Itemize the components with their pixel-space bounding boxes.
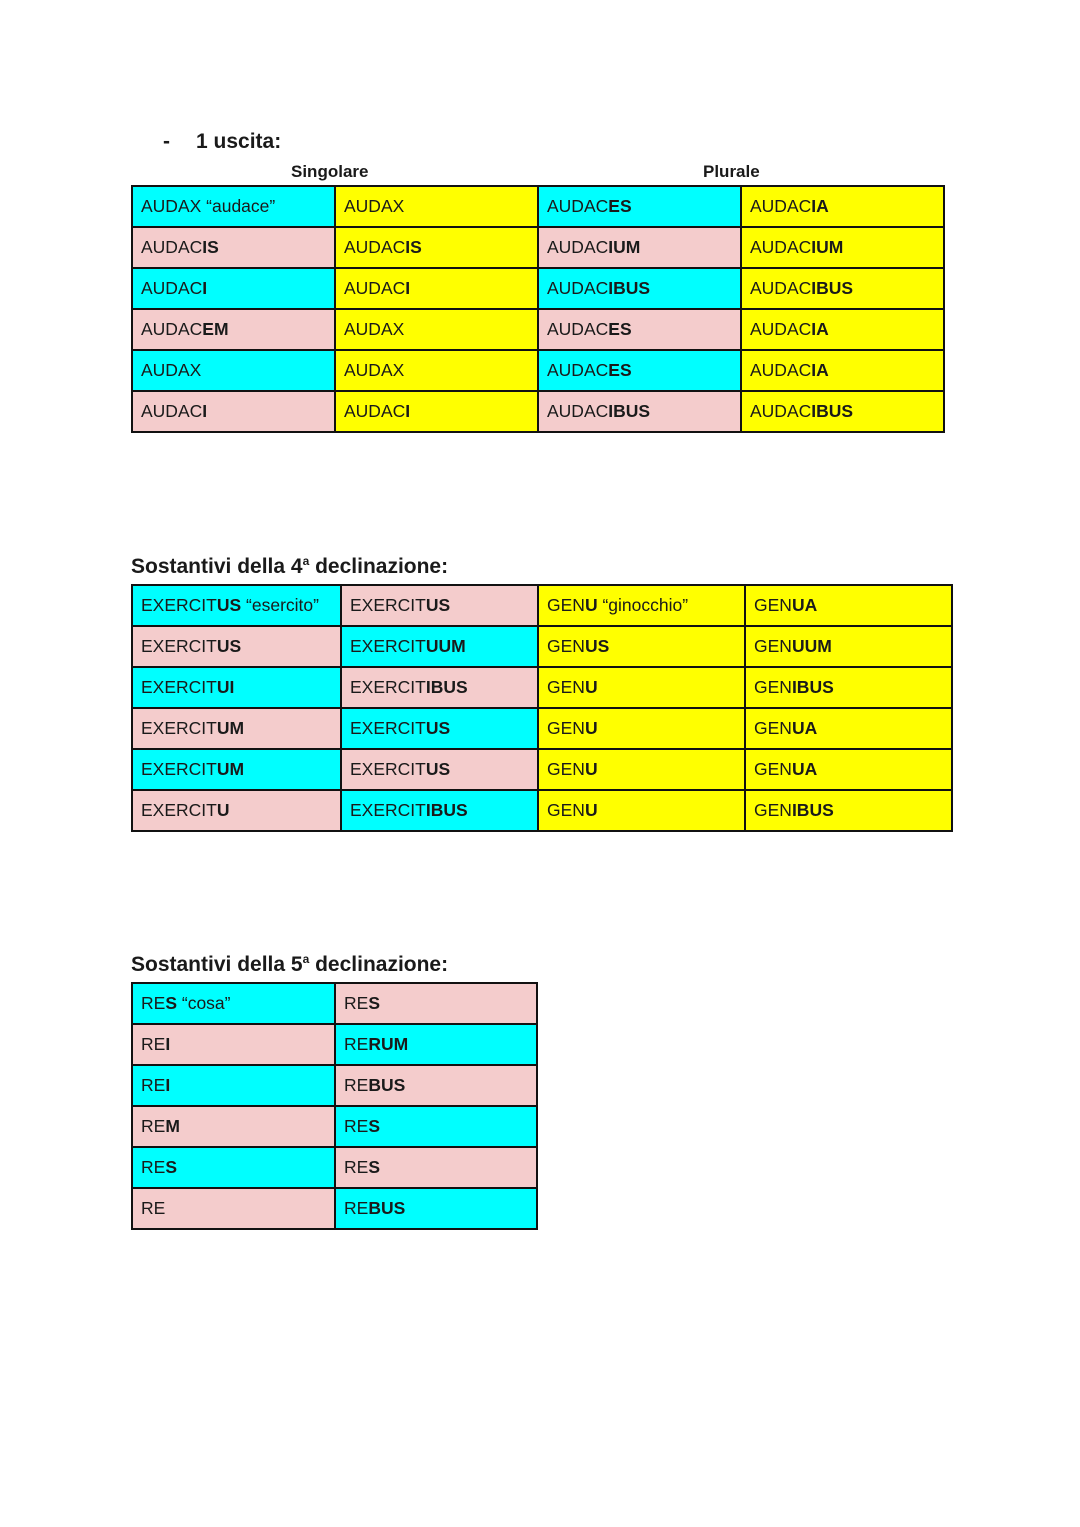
table-row	[132, 667, 952, 708]
word-stem: RE	[141, 993, 166, 1013]
word-ending: I	[202, 278, 208, 298]
table-cell	[341, 708, 538, 749]
word-stem: GEN	[754, 800, 792, 820]
table-cell	[132, 585, 341, 626]
bullet-dash: -	[163, 130, 170, 153]
word-ending: IA	[811, 319, 829, 339]
word-ending: S	[368, 993, 380, 1013]
section-2-title-sup: a	[302, 554, 310, 568]
word-ending: M	[165, 1116, 180, 1136]
word-stem: RE	[344, 1198, 369, 1218]
word-ending: IUM	[608, 237, 641, 257]
table-cell	[745, 667, 952, 708]
table-cell	[538, 585, 745, 626]
word-stem: AUDAC	[750, 196, 812, 216]
word-ending: IBUS	[425, 800, 468, 820]
word-stem: RE	[344, 1075, 369, 1095]
word-stem: EXERCIT	[350, 595, 426, 615]
table-cell	[538, 708, 745, 749]
table-cell	[132, 1147, 335, 1188]
declension-table-audax	[131, 185, 945, 433]
word-ending: S	[368, 1116, 380, 1136]
table-cell	[335, 1147, 537, 1188]
word-stem: GEN	[547, 677, 585, 697]
word-stem: AUDAC	[547, 401, 609, 421]
section-1-title-text: 1 uscita:	[196, 130, 282, 153]
table-cell	[538, 749, 745, 790]
table-cell	[132, 1024, 335, 1065]
word-stem: AUDAC	[750, 278, 812, 298]
word-stem: EXERCIT	[141, 800, 217, 820]
word-ending: U	[584, 759, 598, 779]
table-cell	[132, 626, 341, 667]
table-cell	[741, 350, 944, 391]
word-stem: AUDAX	[344, 319, 405, 339]
word-ending: U	[216, 800, 230, 820]
table-row	[132, 186, 944, 227]
word-ending: US	[216, 636, 242, 656]
word-ending: US	[584, 636, 610, 656]
header-singular: Singolare	[291, 162, 369, 181]
word-stem: EXERCIT	[141, 759, 217, 779]
word-ending: S	[165, 1157, 177, 1177]
table-row	[132, 790, 952, 831]
table-cell	[538, 350, 741, 391]
declension-table-5th	[131, 982, 538, 1230]
word-ending: US	[425, 759, 451, 779]
table-cell	[341, 585, 538, 626]
word-stem: GEN	[754, 677, 792, 697]
word-stem: RE	[344, 1116, 369, 1136]
table-cell	[745, 626, 952, 667]
word-stem: AUDAX	[141, 360, 202, 380]
word-stem: AUDAX	[344, 196, 405, 216]
word-ending: I	[405, 278, 411, 298]
word-stem: RE	[141, 1157, 166, 1177]
table-cell	[132, 749, 341, 790]
table-row	[132, 350, 944, 391]
section-2-title-text: Sostantivi della 4	[131, 555, 303, 578]
word-stem: GEN	[754, 718, 792, 738]
word-ending: IS	[202, 237, 219, 257]
table-cell	[741, 186, 944, 227]
section-3-title-sup: a	[302, 952, 310, 966]
word-translation: “cosa”	[177, 993, 231, 1013]
word-translation: “audace”	[201, 196, 276, 216]
word-ending: BUS	[368, 1198, 406, 1218]
word-stem: AUDAC	[547, 319, 609, 339]
table-cell	[132, 1065, 335, 1106]
word-stem: RE	[141, 1116, 166, 1136]
word-ending: UI	[216, 677, 235, 697]
word-ending: US	[425, 595, 451, 615]
table-cell	[132, 1188, 335, 1229]
word-stem: AUDAC	[750, 319, 812, 339]
table-cell	[132, 309, 335, 350]
word-ending: UUM	[425, 636, 466, 656]
table-cell	[538, 268, 741, 309]
table-row	[132, 626, 952, 667]
word-ending: U	[584, 718, 598, 738]
table-row	[132, 1106, 537, 1147]
word-stem: AUDAC	[547, 196, 609, 216]
word-stem: GEN	[754, 759, 792, 779]
table-cell	[132, 186, 335, 227]
word-stem: AUDAC	[547, 237, 609, 257]
table-cell	[741, 268, 944, 309]
word-stem: AUDAC	[344, 237, 406, 257]
table-cell	[745, 585, 952, 626]
word-ending: I	[202, 401, 208, 421]
table-row	[132, 309, 944, 350]
table-cell	[741, 227, 944, 268]
table-cell	[132, 708, 341, 749]
word-ending: I	[165, 1034, 171, 1054]
word-stem: AUDAC	[547, 360, 609, 380]
table-cell	[538, 186, 741, 227]
word-stem: GEN	[547, 595, 585, 615]
word-stem: EXERCIT	[350, 718, 426, 738]
word-ending: IBUS	[791, 677, 834, 697]
word-ending: ES	[608, 319, 632, 339]
word-ending: U	[584, 800, 598, 820]
word-ending: I	[165, 1075, 171, 1095]
table-cell	[132, 268, 335, 309]
word-stem: EXERCIT	[141, 677, 217, 697]
word-stem: AUDAX	[141, 196, 202, 216]
word-ending: UA	[791, 718, 818, 738]
table-cell	[341, 626, 538, 667]
declension-table-4th	[131, 584, 953, 832]
table-cell	[335, 1106, 537, 1147]
word-ending: US	[425, 718, 451, 738]
table-cell	[335, 350, 538, 391]
section-2-title	[131, 554, 448, 579]
word-stem: AUDAC	[141, 237, 203, 257]
word-stem: AUDAC	[141, 401, 203, 421]
table-cell	[538, 626, 745, 667]
table-cell	[741, 391, 944, 432]
word-stem: AUDAC	[750, 360, 812, 380]
word-ending: UM	[216, 718, 245, 738]
table-row	[132, 1147, 537, 1188]
word-stem: GEN	[547, 759, 585, 779]
table-cell	[132, 227, 335, 268]
word-ending: IBUS	[811, 401, 854, 421]
word-ending: UUM	[791, 636, 832, 656]
word-stem: AUDAC	[750, 401, 812, 421]
table-cell	[132, 350, 335, 391]
word-ending: S	[165, 993, 177, 1013]
header-plural: Plurale	[703, 162, 760, 181]
word-ending: ES	[608, 196, 632, 216]
table-row	[132, 1188, 537, 1229]
word-stem: EXERCIT	[141, 718, 217, 738]
word-translation: “ginocchio”	[597, 595, 689, 615]
word-stem: EXERCIT	[141, 595, 217, 615]
word-stem: GEN	[547, 718, 585, 738]
word-stem: EXERCIT	[350, 759, 426, 779]
table-cell	[335, 983, 537, 1024]
word-translation: “esercito”	[241, 595, 319, 615]
word-stem: RE	[344, 1034, 369, 1054]
table-cell	[132, 983, 335, 1024]
word-ending: IS	[405, 237, 422, 257]
section-2-title-end: declinazione:	[309, 555, 449, 578]
word-ending: U	[584, 595, 598, 615]
table-cell	[335, 1188, 537, 1229]
word-ending: IA	[811, 196, 829, 216]
word-ending: UA	[791, 595, 818, 615]
table-cell	[538, 790, 745, 831]
word-ending: U	[584, 677, 598, 697]
table-cell	[132, 667, 341, 708]
table-cell	[745, 790, 952, 831]
table-row	[132, 749, 952, 790]
word-stem: RE	[141, 1075, 166, 1095]
word-stem: AUDAC	[750, 237, 812, 257]
table-cell	[745, 708, 952, 749]
word-ending: S	[368, 1157, 380, 1177]
table-cell	[341, 749, 538, 790]
word-stem: RE	[141, 1198, 166, 1218]
table-row	[132, 708, 952, 749]
word-ending: IBUS	[791, 800, 834, 820]
word-ending: IUM	[811, 237, 844, 257]
word-ending: US	[216, 595, 242, 615]
word-stem: EXERCIT	[350, 677, 426, 697]
table-row	[132, 268, 944, 309]
word-stem: AUDAX	[344, 360, 405, 380]
table-cell	[335, 391, 538, 432]
word-stem: GEN	[754, 636, 792, 656]
word-stem: GEN	[547, 800, 585, 820]
table-cell	[538, 309, 741, 350]
table-cell	[341, 790, 538, 831]
section-3-title	[131, 952, 448, 977]
table-cell	[335, 1024, 537, 1065]
word-stem: AUDAC	[141, 278, 203, 298]
section-3-title-end: declinazione:	[309, 953, 449, 976]
table-cell	[741, 309, 944, 350]
word-ending: UM	[216, 759, 245, 779]
table-row	[132, 1024, 537, 1065]
word-stem: GEN	[754, 595, 792, 615]
word-ending: IBUS	[608, 401, 651, 421]
table-cell	[335, 227, 538, 268]
word-ending: I	[405, 401, 411, 421]
table-cell	[538, 227, 741, 268]
word-stem: AUDAC	[344, 278, 406, 298]
word-ending: ES	[608, 360, 632, 380]
table-cell	[538, 667, 745, 708]
word-ending: RUM	[368, 1034, 409, 1054]
table-row	[132, 983, 537, 1024]
word-ending: BUS	[368, 1075, 406, 1095]
word-ending: IBUS	[811, 278, 854, 298]
table-row	[132, 1065, 537, 1106]
word-stem: RE	[344, 1157, 369, 1177]
table-cell	[132, 790, 341, 831]
table-cell	[335, 1065, 537, 1106]
word-stem: AUDAC	[344, 401, 406, 421]
table-cell	[335, 309, 538, 350]
table-cell	[335, 268, 538, 309]
table-row	[132, 585, 952, 626]
word-stem: RE	[344, 993, 369, 1013]
word-ending: UA	[791, 759, 818, 779]
word-ending: IA	[811, 360, 829, 380]
table-cell	[538, 391, 741, 432]
table-cell	[341, 667, 538, 708]
table-cell	[132, 391, 335, 432]
word-stem: AUDAC	[547, 278, 609, 298]
word-stem: GEN	[547, 636, 585, 656]
table-cell	[335, 186, 538, 227]
word-ending: IBUS	[425, 677, 468, 697]
word-stem: RE	[141, 1034, 166, 1054]
word-stem: AUDAC	[141, 319, 203, 339]
word-stem: EXERCIT	[141, 636, 217, 656]
table-cell	[132, 1106, 335, 1147]
section-3-title-text: Sostantivi della 5	[131, 953, 303, 976]
word-ending: IBUS	[608, 278, 651, 298]
table-cell	[745, 749, 952, 790]
word-stem: EXERCIT	[350, 800, 426, 820]
word-ending: EM	[202, 319, 229, 339]
table-row	[132, 227, 944, 268]
section-1-title	[163, 130, 281, 154]
table-row	[132, 391, 944, 432]
word-stem: EXERCIT	[350, 636, 426, 656]
